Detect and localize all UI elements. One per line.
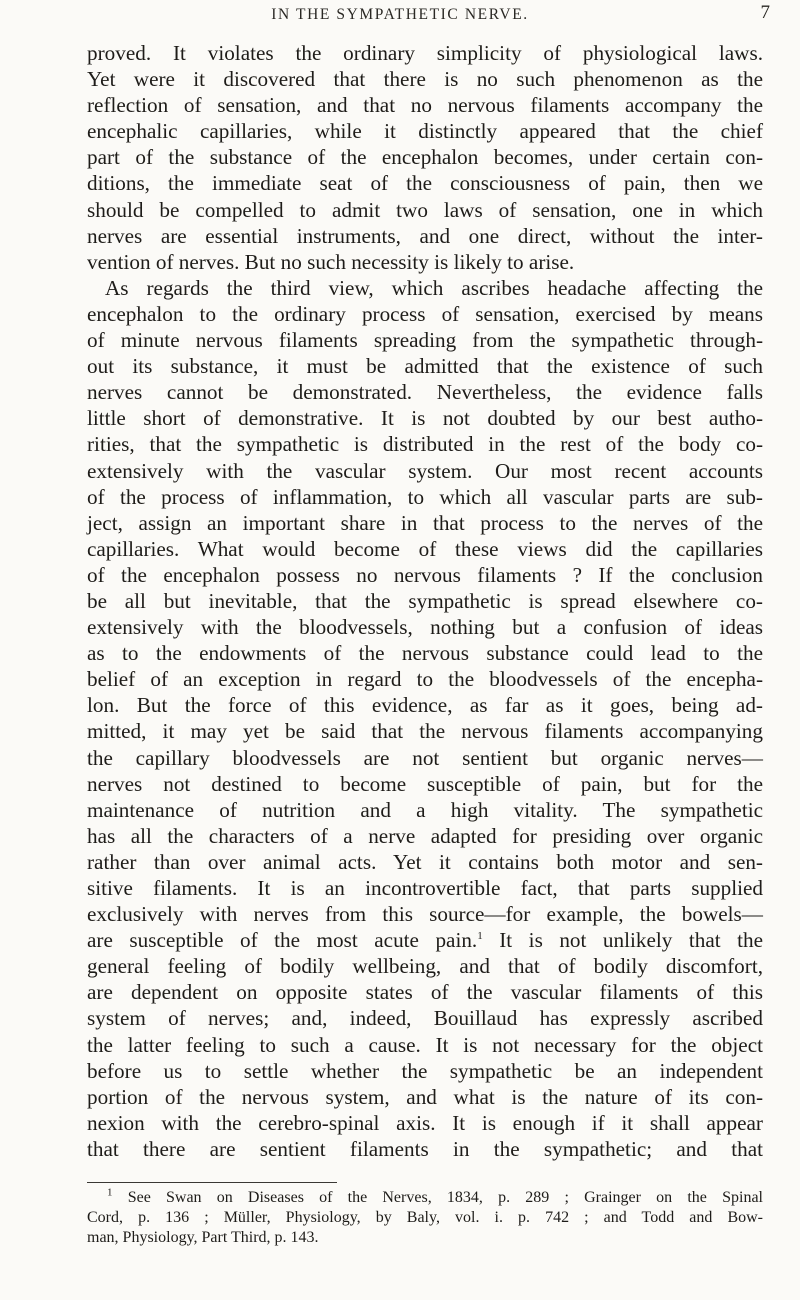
footnote <box>87 1188 763 1248</box>
text-line: of the process of inflammation, to which all vascular parts are sub- <box>87 484 763 509</box>
text-line: nerves are essential instruments, and one direct, without the inter- <box>87 223 763 248</box>
text-line: lon. But the force of this evidence, as far as it goes, being ad- <box>87 693 763 718</box>
text-line: before us to settle whether the sympathetic be an independent <box>87 1058 763 1083</box>
footnote-rule <box>87 1182 337 1183</box>
text-line: general feeling of bodily wellbeing, and that of bodily discomfort, <box>87 954 763 979</box>
text-line: of the encephalon possess no nervous filaments ? If the conclusion <box>87 562 763 587</box>
text-line: ject, assign an important share in that process to the nerves of the <box>87 510 763 535</box>
text-line: the latter feeling to such a cause. It is not necessary for the object <box>87 1032 763 1057</box>
body-text <box>87 40 763 1162</box>
text-line: nerves cannot be demonstrated. Nevertheless, the evidence falls <box>87 380 763 405</box>
footnote-line: man, Physiology, Part Third, p. 143. <box>87 1229 319 1246</box>
text-line: capillaries. What would become of these views did the capillaries <box>87 536 763 561</box>
text-line: mitted, it may yet be said that the nervous filaments accompanying <box>87 719 763 744</box>
text-line: out its substance, it must be admitted that the existence of such <box>87 354 763 379</box>
text-line: extensively with the bloodvessels, nothing but a confusion of ideas <box>87 615 763 640</box>
text-line: has all the characters of a nerve adapted for presiding over organic <box>87 823 763 848</box>
text-line: system of nerves; and, indeed, Bouillaud has expressly ascribed <box>87 1006 763 1031</box>
footnote-line <box>87 1188 763 1208</box>
text-line: part of the substance of the encephalon becomes, under certain con- <box>87 145 763 170</box>
text-line: proved. It violates the ordinary simplicity of physiological laws. <box>87 41 763 65</box>
footnote-line: Cord, p. 136 ; Müller, Physiology, by Baly, vol. i. p. 742 ; and Todd and Bow- <box>87 1209 763 1226</box>
footnote-text: See Swan on Diseases of the Nerves, 1834, p. 289 ; Grainger on the Spinal <box>112 1189 763 1206</box>
text-line: nexion with the cerebro-spinal axis. It is enough if it shall appear <box>87 1110 763 1135</box>
paragraph-start-line: As regards the third view, which ascribes headache affecting the <box>105 275 763 300</box>
text-line: extensively with the vascular system. Our most recent accounts <box>87 458 763 483</box>
text-segment: are susceptible of the most acute pain. <box>87 928 478 953</box>
text-line: that there are sentient filaments in the sympathetic; and that <box>87 1136 763 1161</box>
text-line: nerves not destined to become susceptible of pain, but for the <box>87 771 763 796</box>
text-line: ditions, the immediate seat of the consciousness of pain, then we <box>87 171 763 196</box>
text-line: encephalic capillaries, while it distinctly appeared that the chief <box>87 119 763 144</box>
text-line: of minute nervous filaments spreading from the sympathetic through- <box>87 328 763 353</box>
text-line: are dependent on opposite states of the vascular filaments of this <box>87 980 763 1005</box>
text-segment: It is not unlikely that the <box>482 928 763 953</box>
text-line: vention of nerves. But no such necessity is likely to arise. <box>87 249 575 274</box>
text-line: rather than over animal acts. Yet it contains both motor and sen- <box>87 849 763 874</box>
text-line-with-footnote-ref <box>87 927 763 953</box>
text-line: sitive filaments. It is an incontrovertible fact, that parts supplied <box>87 876 763 900</box>
running-title: IN THE SYMPATHETIC NERVE. <box>271 6 529 23</box>
text-line: encephalon to the ordinary process of sensation, exercised by means <box>87 301 763 326</box>
running-head <box>0 2 800 36</box>
text-line: reflection of sensation, and that no nervous filaments accompany the <box>87 93 763 118</box>
text-line: exclusively with nerves from this source—for example, the bowels— <box>87 902 763 927</box>
text-line: be all but inevitable, that the sympathetic is spread elsewhere co- <box>87 588 763 613</box>
text-line: maintenance of nutrition and a high vitality. The sympathetic <box>87 797 763 822</box>
footnote-marker: 1 <box>107 1186 113 1199</box>
text-line: portion of the nervous system, and what is the nature of its con- <box>87 1084 763 1109</box>
text-line: the capillary bloodvessels are not sentient but organic nerves— <box>87 745 763 770</box>
text-line: should be compelled to admit two laws of sensation, one in which <box>87 197 763 222</box>
footnote-reference: 1 <box>477 930 483 943</box>
text-line: little short of demonstrative. It is not doubted by our best autho- <box>87 406 763 431</box>
text-line: as to the endowments of the nervous substance could lead to the <box>87 641 763 666</box>
text-line: belief of an exception in regard to the bloodvessels of the encepha- <box>87 667 763 692</box>
text-line: rities, that the sympathetic is distributed in the rest of the body co- <box>87 432 763 457</box>
page-number: 7 <box>760 2 770 23</box>
text-line: Yet were it discovered that there is no such phenomenon as the <box>87 67 763 92</box>
